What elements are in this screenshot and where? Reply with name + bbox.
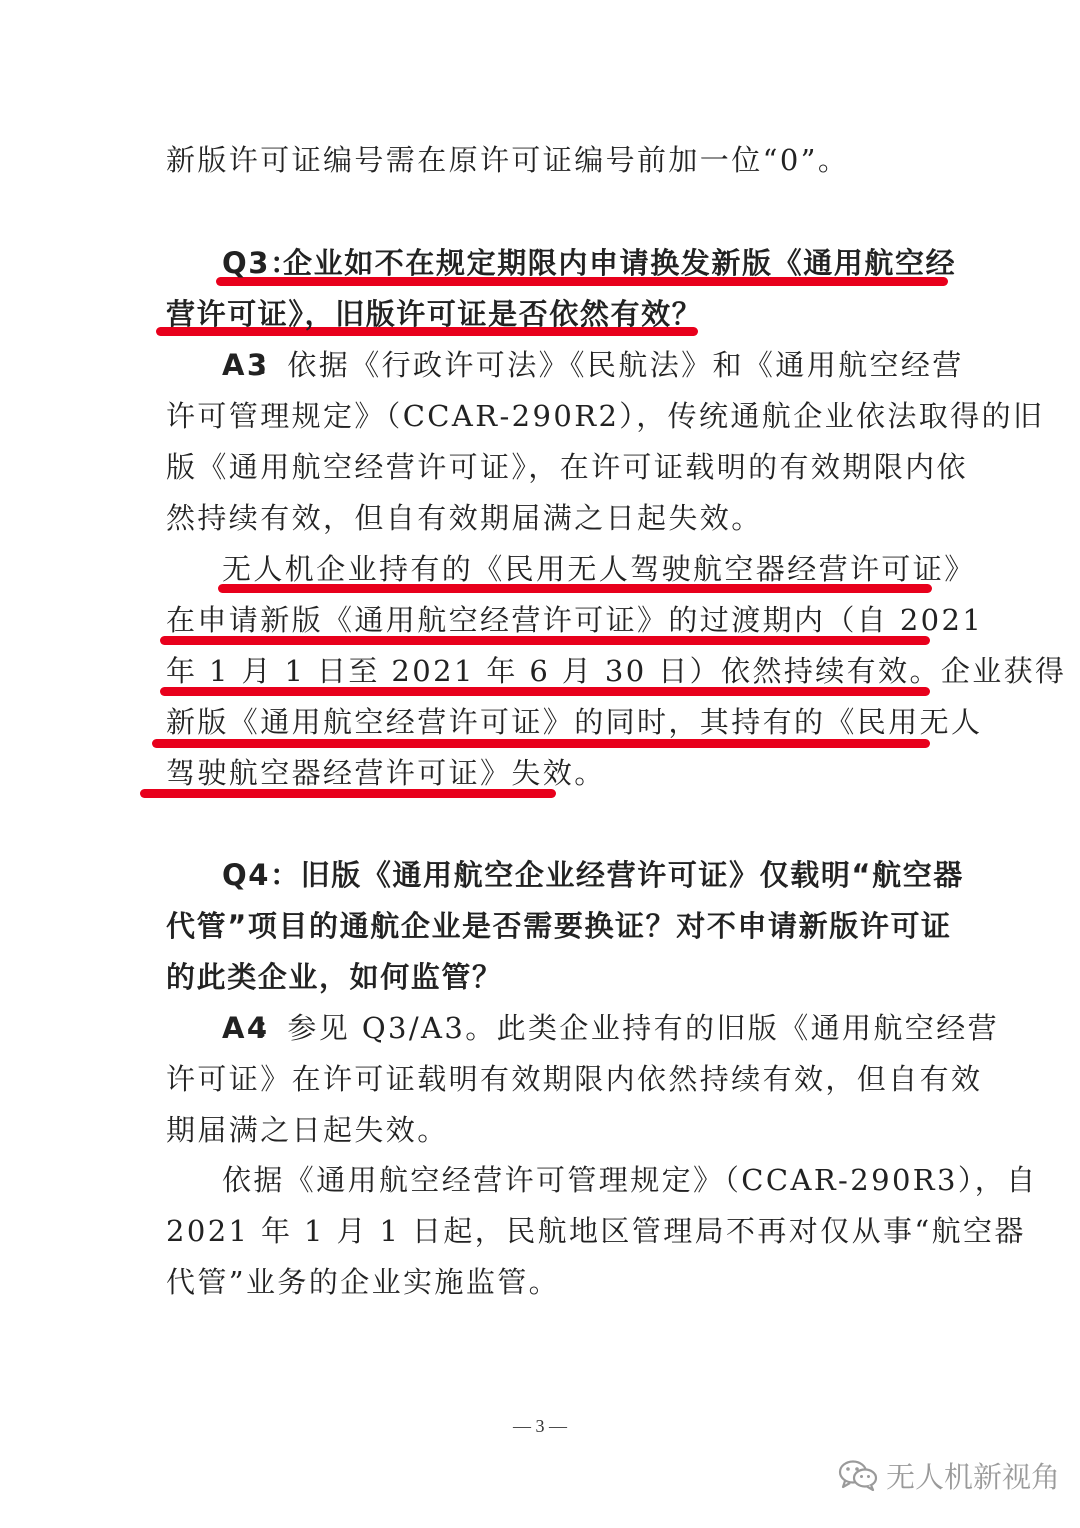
watermark-text: 无人机新视角 bbox=[886, 1459, 1061, 1494]
page-number: — 3 — bbox=[513, 1416, 567, 1436]
watermark bbox=[838, 1455, 1060, 1495]
wechat-icon bbox=[838, 1459, 878, 1491]
